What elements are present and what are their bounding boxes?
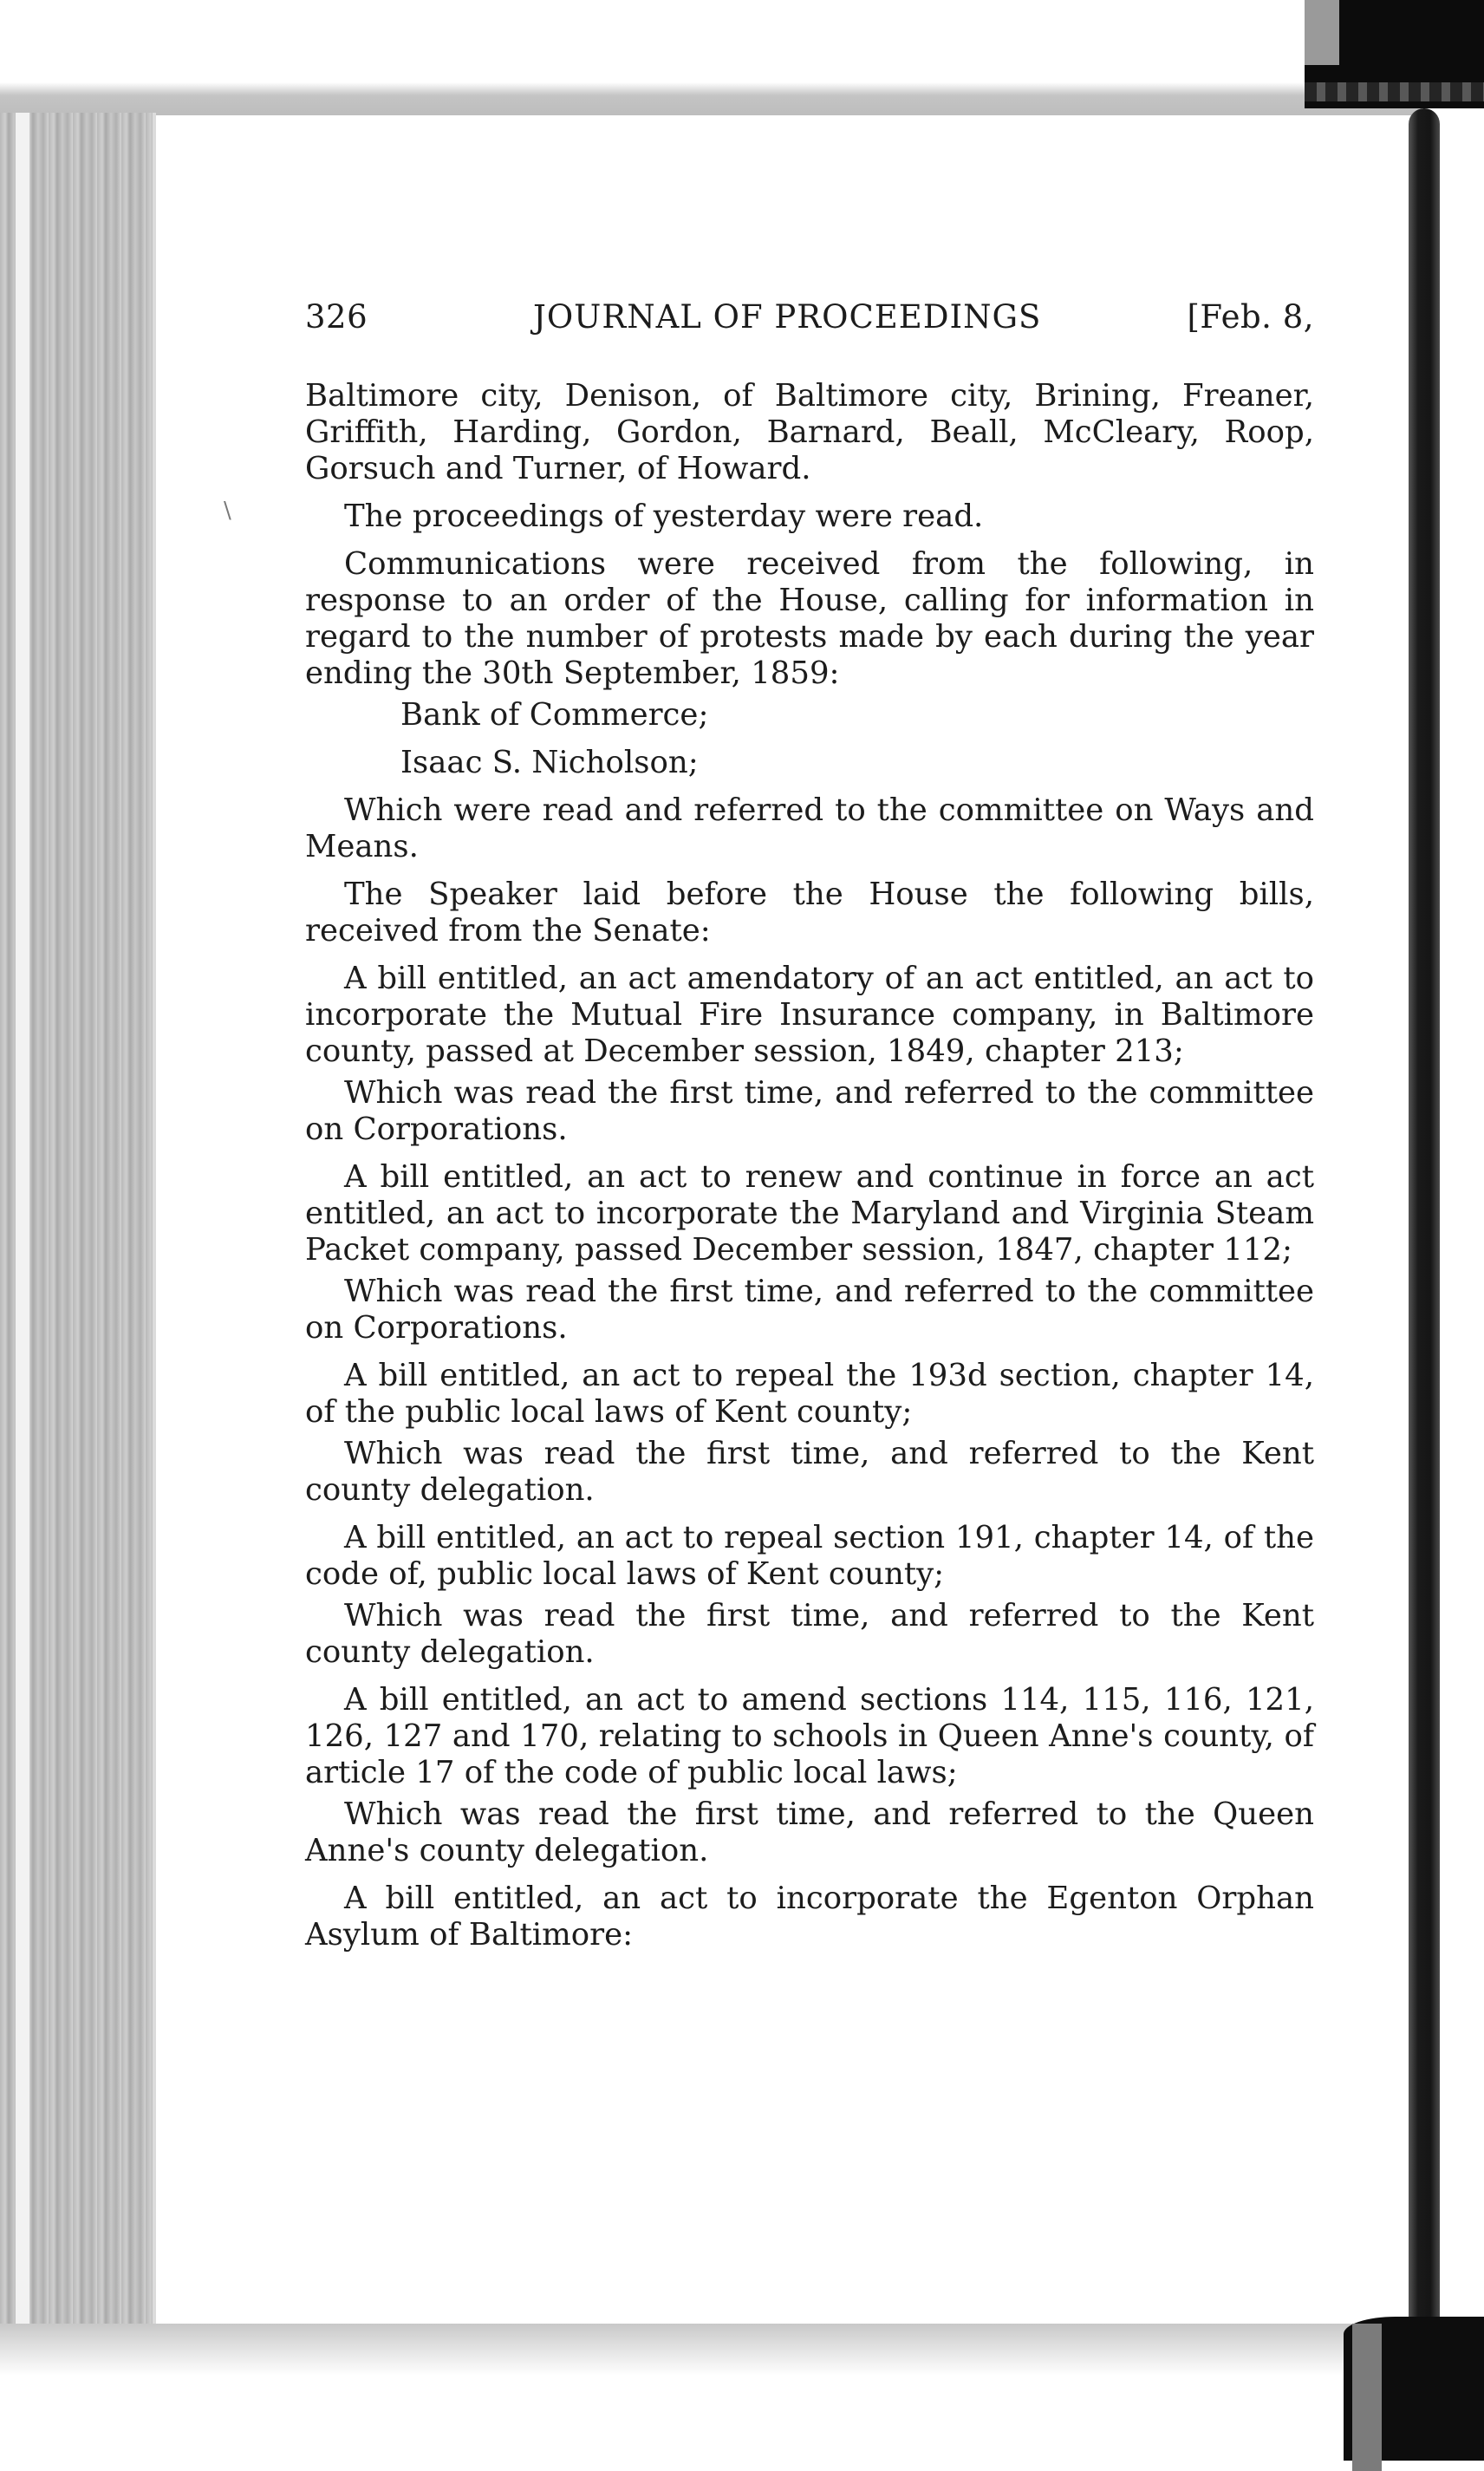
book-page-edges-left xyxy=(0,113,153,2324)
paragraph-proceedings-read: The proceedings of yesterday were read. xyxy=(344,499,984,534)
page-number: 326 xyxy=(305,298,368,336)
stray-mark: \ xyxy=(224,498,231,524)
body-text xyxy=(305,378,1314,1953)
book-spine-shadow xyxy=(1409,108,1440,2341)
paragraph-referral-kent: Which was read the first time, and referred to the Kent county delegation. xyxy=(305,1436,1314,1508)
paragraph-member-list: Baltimore city, Denison, of Baltimore city, Brining, Freaner, Griffith, Harding, Gordon, Barnard, Beall, McCleary, Roop, Gorsuch and Turner, of Howard. xyxy=(305,378,1314,486)
header-date: [Feb. 8, xyxy=(1187,298,1314,336)
page-edge-line xyxy=(153,113,156,2324)
paragraph-bill-kent-191: A bill entitled, an act to repeal section 191, chapter 14, of the code of, public local laws of Kent county; xyxy=(305,1520,1314,1592)
page-top-shadow xyxy=(0,82,1422,115)
paragraph-bill-kent-193d: A bill entitled, an act to repeal the 193d section, chapter 14, of the public local laws of Kent county; xyxy=(305,1358,1314,1430)
paragraph-referred-ways-means: Which were read and referred to the committee on Ways and Means. xyxy=(305,792,1314,864)
list-item-bank-of-commerce: Bank of Commerce; xyxy=(400,697,709,733)
document-page xyxy=(305,286,1314,1965)
page-bottom-shadow xyxy=(0,2324,1484,2376)
paragraph-referral-corporations: Which was read the first time, and referred to the committee on Corporations. xyxy=(305,1075,1314,1147)
paragraph-referral-kent: Which was read the first time, and referred to the Kent county delegation. xyxy=(305,1598,1314,1670)
scanner-edge-texture xyxy=(1305,82,1484,101)
paragraph-bill-queen-annes-schools: A bill entitled, an act to amend sections 114, 115, 116, 121, 126, 127 and 170, relating to schools in Queen Anne's county, of article 17 of the code of public local laws; xyxy=(305,1682,1314,1790)
paragraph-bill-steam-packet: A bill entitled, an act to renew and continue in force an act entitled, an act to incorporate the Maryland and Virginia Steam Packet company, passed December session, 1847, chapter 112; xyxy=(305,1159,1314,1268)
scan-background-bottom-right xyxy=(1344,2317,1484,2461)
journal-title: JOURNAL OF PROCEEDINGS xyxy=(533,298,1042,336)
scanner-edge-bar xyxy=(1305,0,1339,65)
paragraph-communications: Communications were received from the following, in response to an order of the House, calling for information in regard to the number of protests made by each during the year ending the 30th September, 1859: xyxy=(305,546,1314,691)
running-header xyxy=(305,286,1314,338)
paragraph-referral-queen-annes: Which was read the first time, and referred to the Queen Anne's county delegation. xyxy=(305,1796,1314,1868)
paragraph-bill-egenton-orphan-asylum: A bill entitled, an act to incorporate the Egenton Orphan Asylum of Baltimore: xyxy=(305,1881,1314,1953)
paragraph-referral-corporations: Which was read the first time, and referred to the committee on Corporations. xyxy=(305,1274,1314,1346)
scan-background-top-right xyxy=(1305,0,1484,108)
paragraph-bill-mutual-fire: A bill entitled, an act amendatory of an act entitled, an act to incorporate the Mutual Fire Insurance company, in Baltimore county, passed at December session, 1849, chapter 213; xyxy=(305,961,1314,1069)
list-item-isaac-nicholson: Isaac S. Nicholson; xyxy=(400,745,699,780)
scanner-edge-bar xyxy=(1352,2324,1382,2471)
page-edge-highlight xyxy=(16,113,29,2324)
paragraph-speaker-bills: The Speaker laid before the House the following bills, received from the Senate: xyxy=(305,877,1314,949)
